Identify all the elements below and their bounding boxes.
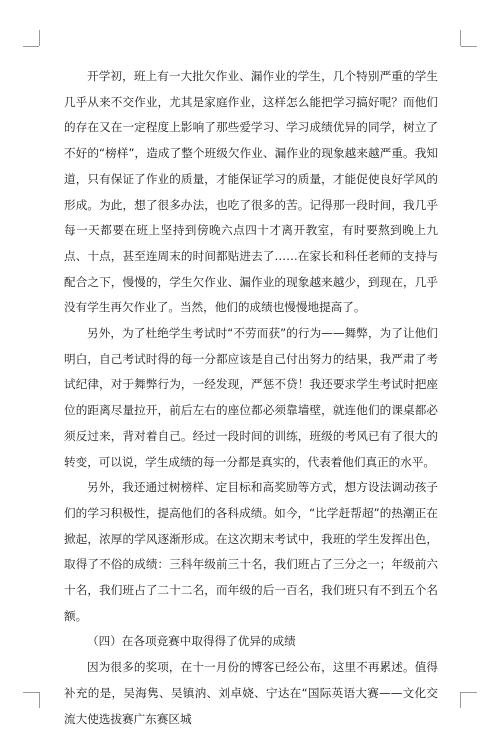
document-body xyxy=(64,64,438,732)
paragraph-homework: 开学初，班上有一大批欠作业、漏作业的学生，几个特别严重的学生几乎从来不交作业，尤其是家庭作业，这样怎么能把学习搞好呢？而他们的存在又在一定程度上影响了那些爱学习、学习成绩优异的同学，树立了不好的“榜样”，造成了整个班级欠作业、漏作业的现象越来越严重。我知道，只有保证了作业的质量，才能保证学习的质量，才能促使良好学风的形成。为此，想了很多办法，也吃了很多的苦。记得那一段时间，我几乎每一天都要在班上坚持到傍晚六点四十才离开教室，有时要熬到晚上九点、十点，甚至连周末的时间都贴进去了……在家长和科任老师的支持与配合之下，慢慢的，学生欠作业、漏作业的现象越来越少，到现在，几乎没有学生再欠作业了。当然，他们的成绩也慢慢地提高了。 xyxy=(64,69,438,315)
crop-mark-bottom-left-v xyxy=(39,692,40,708)
crop-mark-bottom-right-v xyxy=(460,692,461,708)
crop-mark-top-left-h xyxy=(23,46,39,47)
crop-mark-bottom-right-h xyxy=(461,692,477,693)
crop-mark-bottom-left-h xyxy=(23,692,39,693)
paragraph-motivation: 另外，我还通过树榜样、定目标和高奖励等方式，想方设法调动孩子们的学习积极性，提高他们的各科成绩。如今，“比学赶帮超”的热潮正在掀起，浓厚的学风逐渐形成。在这次期末考试中，我班的学生发挥出色，取得了不俗的成绩：三科年级前三十名，我们班占了三分之一；年级前六十名，我们班占了二十二名，而年级的后一百名，我们班只有不到五个名额。 xyxy=(64,480,438,623)
section-heading-competitions: （四）在各项竞赛中取得得了优异的成绩 xyxy=(87,634,296,649)
paragraph-awards: 因为很多的奖项，在十一月份的博客已经公布，这里不再累述。值得补充的是，吴海隽、吴镇汭、刘卓娆、宁达在“国际英语大赛——文化交流大使选拔赛广东赛区城 xyxy=(64,660,438,726)
paragraph-exam-discipline: 另外，为了杜绝学生考试时“不劳而获”的行为——舞弊，为了让他们明白，自己考试时得的每一分都应该是自己付出努力的结果，我严肃了考试纪律，对于舞弊行为，一经发现，严惩不贷！我还要求学生考试时把座位的距离尽量拉开，前后左右的座位都必须靠墙壁，就连他们的课桌都必须反过来，背对着自己。经过一段时间的训练，班级的考风已有了很大的转变，可以说，学生成绩的每一分都是真实的，代表着他们真正的水平。 xyxy=(64,326,438,469)
crop-mark-top-right-v xyxy=(460,30,461,46)
crop-mark-top-left-v xyxy=(39,30,40,46)
crop-mark-top-right-h xyxy=(461,46,477,47)
